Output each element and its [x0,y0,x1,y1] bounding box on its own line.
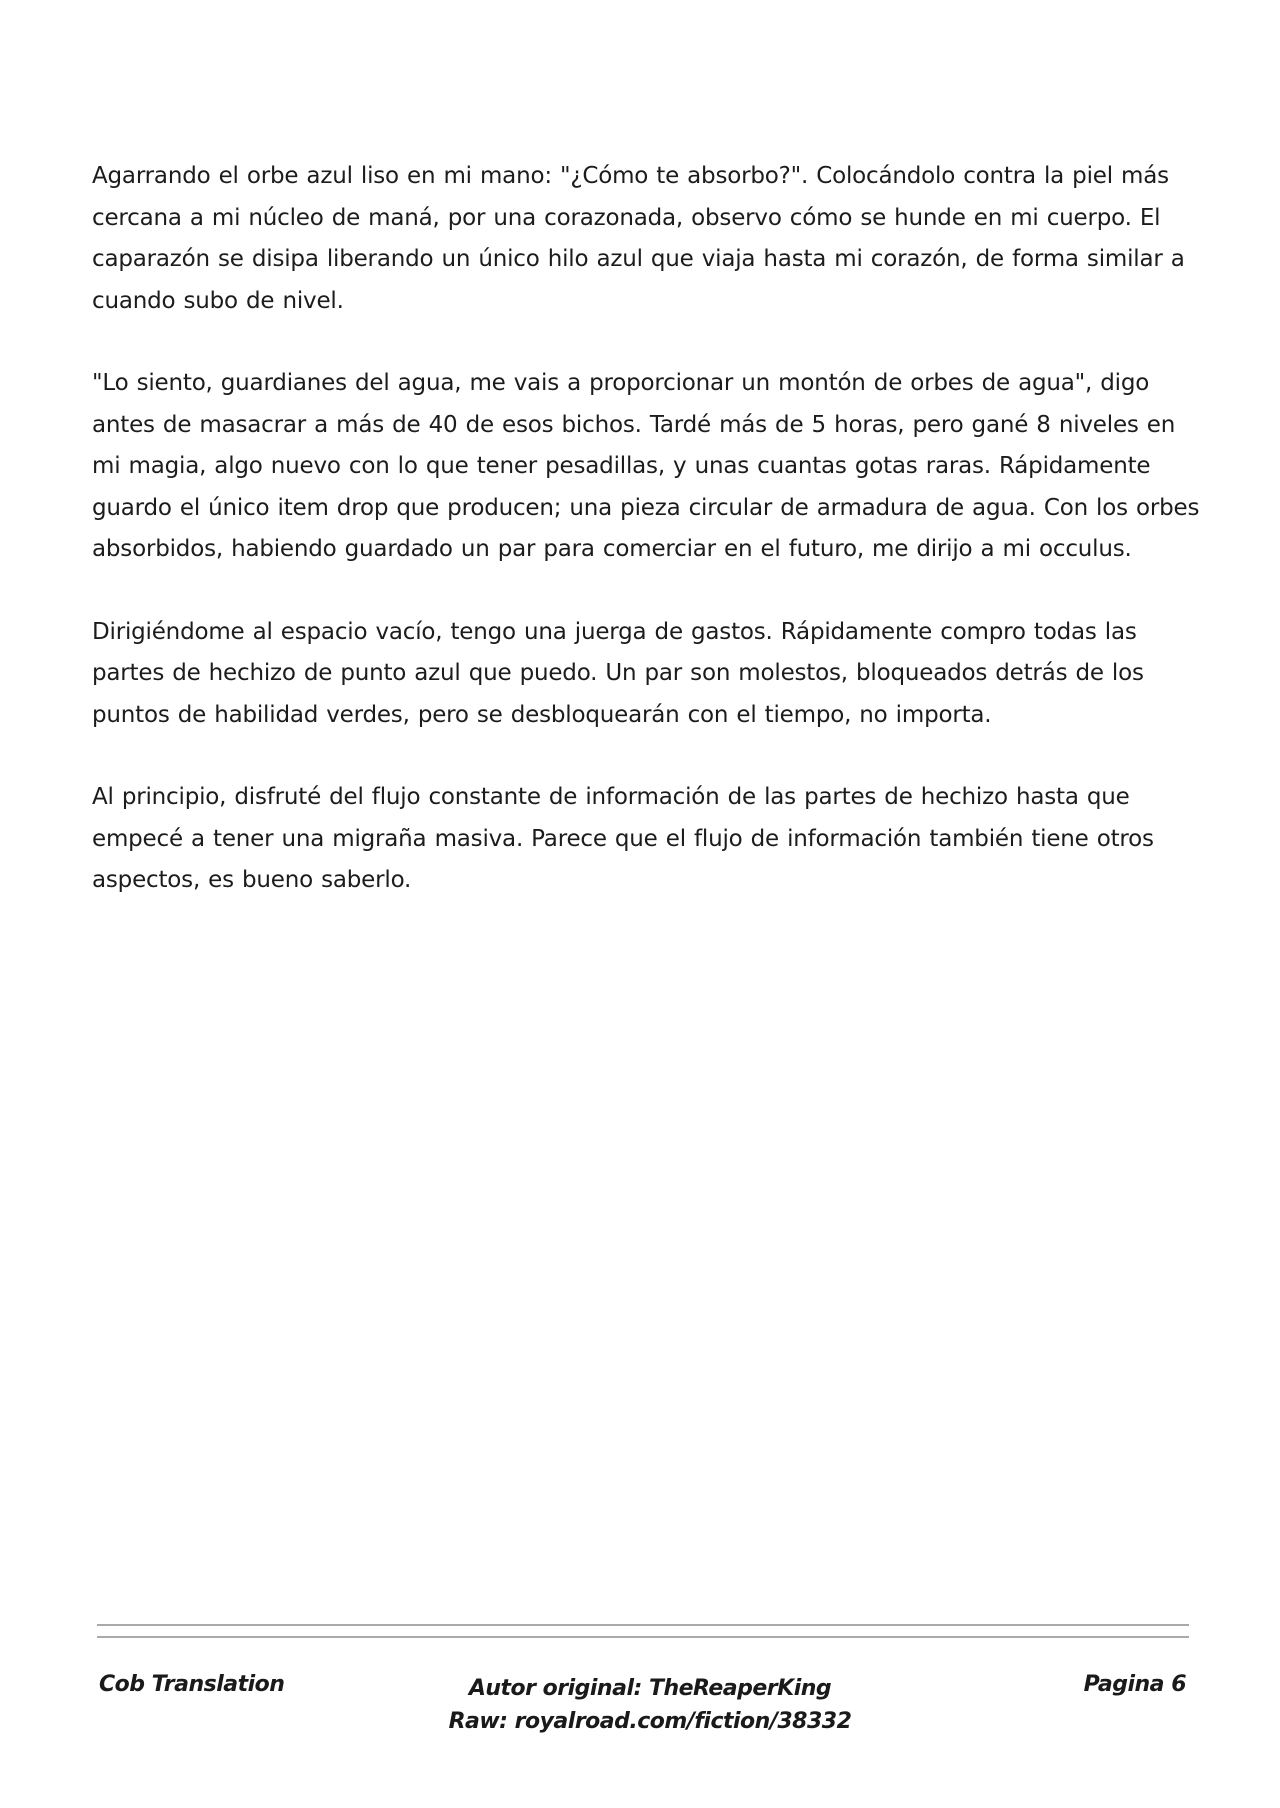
footer-raw-link: Raw: royalroad.com/fiction/38332 [448,1709,852,1734]
footer-translator: Cob Translation [99,1672,285,1697]
paragraph: "Lo siento, guardianes del agua, me vais a proporcionar un montón de orbes de agua", digo antes de masacrar a más de 40 de esos bichos. Tardé más de 5 horas, pero gané 8 niveles en mi magia, algo nuevo con lo que tener pesadillas, y unas cuantas gotas raras. Rápidamente guardo el único item drop que producen; una pieza circular de armadura de agua. Con los orbes absorbidos, habiendo guardado un par para comerciar en el futuro, me dirijo a mi occulus. [92,370,1200,562]
body-text [92,156,1202,943]
footer-divider-top [97,1624,1189,1626]
footer-divider-bottom [97,1636,1189,1638]
page-number: Pagina 6 [1083,1672,1186,1697]
paragraph: Al principio, disfruté del flujo constante de información de las partes de hechizo hasta que empecé a tener una migraña masiva. Parece que el flujo de información también tiene otros aspectos, es bueno saberlo. [92,784,1154,893]
paragraph: Agarrando el orbe azul liso en mi mano: "¿Cómo te absorbo?". Colocándolo contra la piel más cercana a mi núcleo de maná, por una corazonada, observo cómo se hunde en mi cuerpo. El caparazón se disipa liberando un único hilo azul que viaja hasta mi corazón, de forma similar a cuando subo de nivel. [92,163,1185,314]
footer-credits [440,1672,860,1738]
footer-author: Autor original: TheReaperKing [468,1676,832,1701]
paragraph: Dirigiéndome al espacio vacío, tengo una juerga de gastos. Rápidamente compro todas las partes de hechizo de punto azul que puedo. Un par son molestos, bloqueados detrás de los puntos de habilidad verdes, pero se desbloquearán con el tiempo, no importa. [92,618,1144,728]
